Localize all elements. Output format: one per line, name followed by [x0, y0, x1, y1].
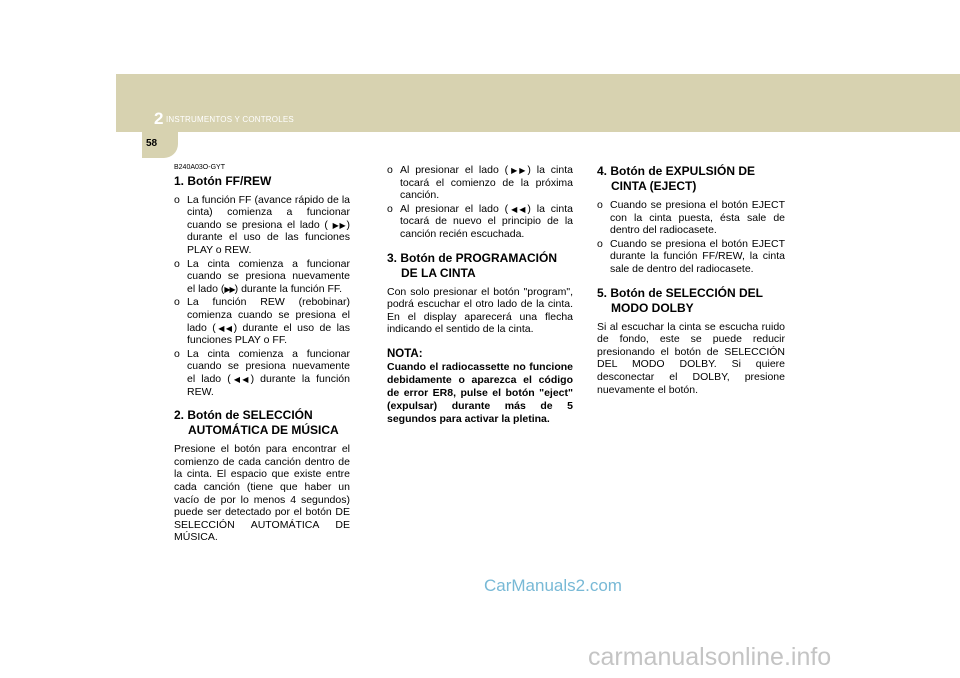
column-1	[174, 164, 350, 544]
section-5-text: Si al escuchar la cinta se escucha ruido de fondo, este se puede reducir presionando el botón de SELECCIÓN DEL MODO DOLBY. Si quiere desconectar el DOLBY, presione nuevamente el botón.	[597, 320, 785, 396]
column-3	[597, 164, 785, 396]
bullet: o	[174, 257, 180, 270]
chapter-number: 2	[154, 109, 164, 128]
eject-list	[597, 199, 785, 276]
list-item: o Al presionar el lado (▶▶) la cinta tocará el comienzo de la próxima canción.	[387, 164, 573, 202]
list-item: o La función REW (rebobinar) comienza cuando se presiona el lado (◀◀) durante el uso de las funciones PLAY o FF.	[174, 296, 351, 347]
page-number: 58	[146, 138, 158, 149]
bullet: o	[174, 347, 180, 360]
rewind-icon: ◀◀	[230, 375, 251, 384]
list-item: o Al presionar el lado (◀◀) la cinta tocará de nuevo el principio de la canción recién escuchada.	[387, 202, 573, 240]
column-2	[387, 164, 573, 425]
list-item: o La cinta comienza a funcionar cuando se presiona nuevamente el lado (▶▶) durante la función FF.	[174, 257, 350, 295]
bullet: o	[174, 296, 180, 309]
bullet: o	[597, 199, 603, 211]
list-item: o Cuando se presiona el botón EJECT durante la función FF/REW, la cinta sale de dentro del radiocasete.	[597, 237, 785, 275]
section-2-title: 2. Botón de SELECCIÓN AUTOMÁTICA DE MÚSICA	[174, 408, 339, 438]
rewind-icon: ◀◀	[508, 204, 528, 214]
note-title: NOTA:	[387, 347, 423, 360]
section-3-text: Con solo presionar el botón "program", podrá escuchar el otro lado de la cinta. En el display aparecerá una flecha indicando el sentido de la cinta.	[387, 285, 573, 336]
bullet: o	[174, 193, 180, 206]
section-code: B240A03O-GYT	[174, 164, 225, 171]
section-1-title: 1. Botón FF/REW	[174, 173, 272, 188]
watermark-carmanuals2[interactable]: CarManuals2.com	[484, 576, 622, 595]
list-item: o La cinta comienza a funcionar cuando se presiona nuevamente el lado (◀◀) durante la función REW.	[174, 347, 350, 398]
list-item: o Cuando se presiona el botón EJECT con la cinta puesta, ésta sale de dentro del radiocasete.	[597, 199, 785, 237]
section-4-title: 4. Botón de EXPULSIÓN DE CINTA (EJECT)	[597, 164, 756, 193]
rewind-icon: ◀◀	[215, 323, 234, 333]
bullet: o	[597, 237, 603, 250]
section-3-title: 3. Botón de PROGRAMACIÓN DE LA CINTA	[387, 250, 557, 280]
fast-forward-icon: ▶▶	[224, 284, 235, 294]
bullet: o	[387, 164, 393, 176]
note-text: Cuando el radiocassette no funcione debidamente o aparezca el código de error ER8, pulse el botón "eject" (expulsar) durante más de 5 segundos para activar la pletina.	[387, 360, 573, 425]
ff-rew-list	[174, 194, 350, 399]
fast-forward-icon: ▶▶	[508, 166, 528, 175]
section-5-title: 5. Botón de SELECCIÓN DEL MODO DOLBY	[597, 285, 763, 315]
list-item: o La función FF (avance rápido de la cinta) comienza a funcionar cuando se presiona el lado ( ▶▶) durante el uso de las funciones PLAY o REW.	[174, 193, 350, 257]
chapter-title: INSTRUMENTOS Y CONTROLES	[166, 115, 294, 124]
music-select-list	[387, 164, 573, 241]
fast-forward-icon: ▶▶	[332, 220, 347, 230]
watermark-carmanualsonline[interactable]: carmanualsonline.info	[588, 643, 832, 671]
bullet: o	[387, 202, 393, 215]
section-2-text: Presione el botón para encontrar el comienzo de cada canción dentro de la cinta. El espacio que existe entre cada canción (tiene que haber un vacío de por lo menos 4 segundos) puede ser detectado por el botón DE SELECCIÓN AUTOMÁTICA DE MÚSICA.	[174, 443, 350, 544]
